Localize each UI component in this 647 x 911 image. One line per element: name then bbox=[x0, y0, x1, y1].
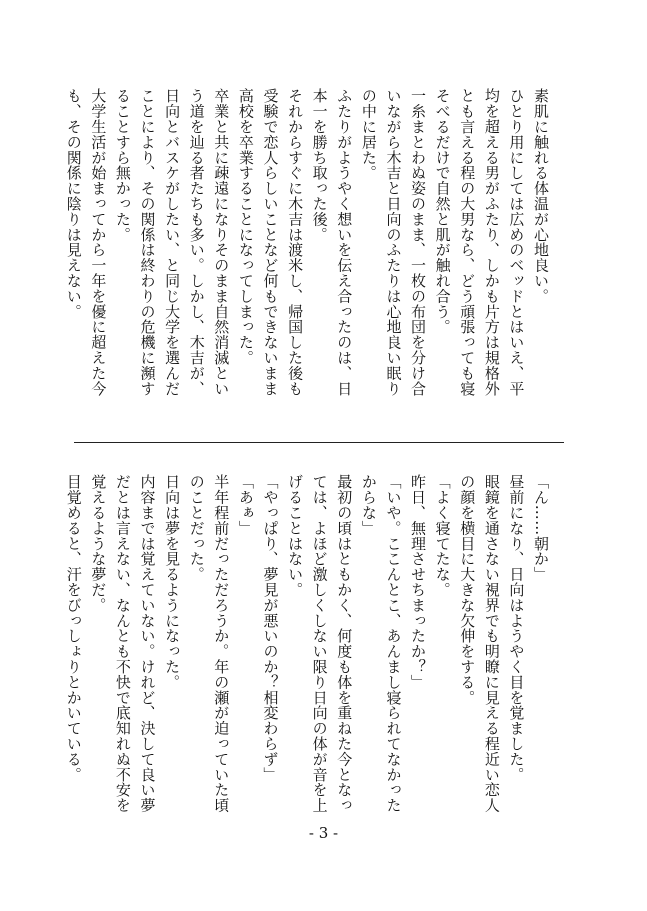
paragraph: 一糸まとわぬ姿のまま、一枚の布団を分け合いながら木吉と日向のふたりは心地良い眠りの中に居た。 bbox=[359, 88, 428, 396]
paragraph: 大学生活が始まってから一年を優に超えた今も、その関係に陰りは見えない。 bbox=[64, 88, 108, 396]
paragraph: 卒業と共に疎遠になりそのまま自然消滅という道を辿る者たちも多い。しかし、木吉が、日向とバスケがしたい、と同じ大学を選んだことにより、その関係は終わりの危機に瀕することすら無かった。 bbox=[113, 88, 231, 396]
paragraph: 目覚めると、汗をびっしょりとかいている。 bbox=[64, 474, 83, 782]
section-divider bbox=[74, 442, 564, 443]
paragraph: 昨日、無理させちまったか？」 bbox=[409, 474, 428, 690]
paragraph: 半年程前だっただろうか。年の瀬が迫っていた頃のことだった。 bbox=[187, 474, 231, 813]
paragraph: 最初の頃はともかく、何度も体を重ねた今となっては、よほど激しくしない限り日向の体が音を上げることはない。 bbox=[286, 474, 354, 813]
paragraph: それからすぐに木吉は渡米し、帰国した後も受験で恋人らしいことなど何もできないまま高校を卒業することになってしまった。 bbox=[236, 88, 305, 396]
paragraph: 素肌に触れる体温が心地良い。 bbox=[532, 88, 550, 304]
page-number: - 3 - bbox=[308, 824, 339, 842]
paragraph: ふたりがようやく想いを伝え合ったのは、日本一を勝ち取った後。 bbox=[310, 88, 354, 396]
paragraph: 「あぁ」 bbox=[236, 474, 255, 536]
paragraph: 日向は夢を見るようになった。 bbox=[163, 474, 182, 690]
paragraph: 「ん……朝か」 bbox=[532, 474, 550, 582]
paragraph: 「よく寝てたな。 bbox=[433, 474, 452, 598]
paragraph: 眼鏡を通さない視界でも明瞭に見える程近い恋人の顔を横目に大きな欠伸をする。 bbox=[458, 474, 501, 813]
paragraph: 「やっぱり、夢見が悪いのか？相変わらず」 bbox=[261, 474, 280, 782]
paragraph: 内容までは覚えていない。けれど、決して良い夢だとは言えない、なんとも不快で底知れぬ不安を覚えるような夢だ。 bbox=[89, 474, 157, 813]
bottom-text-block bbox=[64, 474, 553, 814]
paragraph: 「いや。ここんとこ、あんまし寝られてなかったからな」 bbox=[359, 474, 403, 813]
top-text-block bbox=[64, 88, 553, 408]
paragraph: ひとり用にしては広めのベッドとはいえ、平均を超える男がふたり、しかも片方は規格外とも言える程の大男なら、どう頑張っても寝そべるだけで自然と肌が触れ合う。 bbox=[433, 88, 526, 396]
paragraph: 昼前になり、日向はようやく目を覚ました。 bbox=[507, 474, 526, 782]
